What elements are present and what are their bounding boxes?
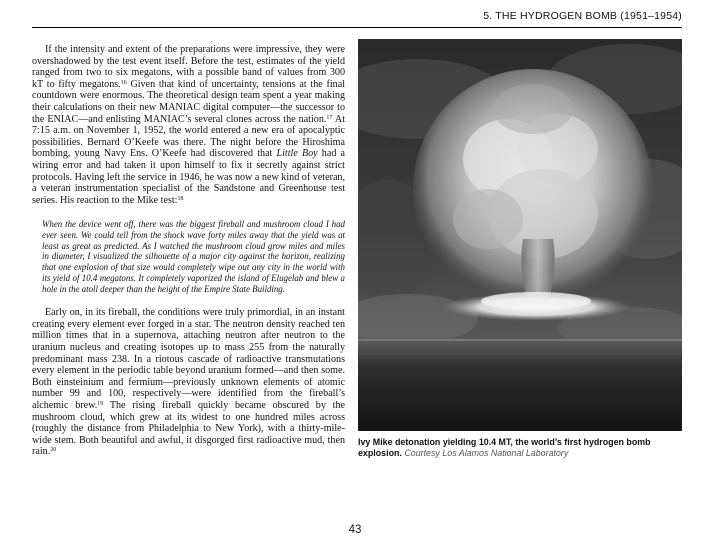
paragraph-2 xyxy=(32,307,345,458)
paragraph-1 xyxy=(32,44,345,206)
footnote-ref-18: 18 xyxy=(177,195,184,202)
caption-credit: Courtesy Los Alamos National Laboratory xyxy=(404,447,569,458)
block-quote: When the device went off, there was the biggest fireball and mushroom cloud I had ever seen. We could tell from the shock wave forty miles away that the yield was at least as great as predicted. As I watched the mushroom cloud grow miles and miles in diameter, I visualized the silhouette of a major city against the horizon, realizing that one explosion of that size would completely wipe out any city in the world with its yield of 10.4 megatons. It completely vaporized the island of Elugelab and blew a hole in the atoll deeper than the height of the Empire State Building. xyxy=(42,219,345,294)
footnote-ref-20: 20 xyxy=(50,447,57,454)
p1-text-a: If the intensity and extent of the preparations were impressive, they were overshadowed by the test event itself. Before the test, estimates of the yield ranged from two to six megatons, with a possible band of values from 300 kT to fifty megatons. xyxy=(32,44,345,90)
header-rule xyxy=(32,27,682,28)
caption-text: Ivy Mike detonation yielding 10.4 MT, the world’s first hydrogen bomb explosion. xyxy=(358,437,651,458)
running-header: 5. THE HYDROGEN BOMB (1951–1954) xyxy=(483,10,682,22)
footnote-ref-16: 16 xyxy=(120,79,127,86)
figure-caption xyxy=(358,437,684,459)
p2-text-a: Early on, in its fireball, the conditions were truly primordial, in an instant creating every element ever forged in a star. The neutron density reached ten million times that in a supernova, attaching neutron after neutron to the uranium nucleus and creating isotopes up to mass 255 from the naturally predominant mass 238. In a riotous cascade of radioactive transmutations every element in the periodic table beyond uranium formed—and then some. Both einsteinium and fermium—previously unknown elements of atomic number 99 and 100, respectively—were identified from the fireball’s alchemic brew. xyxy=(32,307,345,411)
p1-italic-little-boy: Little Boy xyxy=(276,148,318,160)
footnote-ref-19: 19 xyxy=(97,400,104,407)
p1-text-c: At 7:15 a.m. on November 1, 1952, the world entered a new era of apocalyptic possibilities. Bernard O’Keefe was there. The night before the Hiroshima bombing, young Navy Ens. O’Keefe had discovered that xyxy=(32,113,345,160)
mushroom-cloud-photo xyxy=(358,39,682,431)
p1-text-b: Given that kind of uncertainty, tensions at the final countdown were enormous. The theoretical design team spent a year making their calculations on their new MANIAC digital computer—the successor to the ENIAC—and enlisting MANIAC’s several clones across the nation. xyxy=(32,78,345,125)
photo-illustration xyxy=(358,39,682,431)
footnote-ref-17: 17 xyxy=(326,114,333,121)
page-number: 43 xyxy=(348,524,362,536)
p2-text-b: The rising fireball quickly became obscured by the mushroom cloud, which grew at its widest to one hundred miles across (roughly the distance from Philadelphia to New York), with a thirty-mile-wide stem. Both beautiful and awful, it disgorged first radioactive mud, then rain. xyxy=(32,399,345,458)
p1-text-d: had a wiring error and had taken it upon himself to fix it secretly against strict protocols. Having left the service in 1946, he was now a new kind of veteran, a veteran instrumentation specialist of the Sandstone and Greenhouse test series. His reaction to the Mike test: xyxy=(32,148,345,206)
text-column xyxy=(32,44,345,458)
